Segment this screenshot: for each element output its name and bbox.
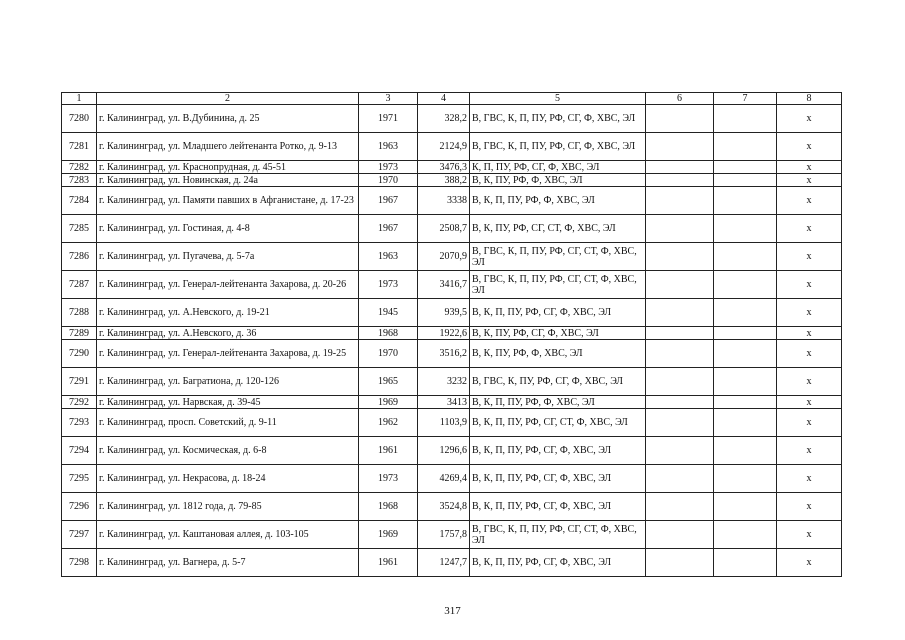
- column-6-cell: [646, 133, 714, 161]
- row-number: 7294: [62, 437, 97, 465]
- area-cell: 3524,8: [418, 493, 470, 521]
- row-number: 7295: [62, 465, 97, 493]
- address-cell: г. Калининград, просп. Советский, д. 9-11: [97, 409, 359, 437]
- utilities-cell: В, ГВС, К, П, ПУ, РФ, СГ, СТ, Ф, ХВС, ЭЛ: [470, 521, 646, 549]
- column-7-cell: [714, 161, 777, 174]
- column-6-cell: [646, 327, 714, 340]
- address-cell: г. Калининград, ул. Каштановая аллея, д. 103-105: [97, 521, 359, 549]
- mark-cell: x: [777, 133, 842, 161]
- row-number: 7288: [62, 299, 97, 327]
- column-7-cell: [714, 299, 777, 327]
- column-header: 8: [777, 93, 842, 105]
- table-row: [62, 243, 842, 271]
- address-cell: г. Калининград, ул. А.Невского, д. 36: [97, 327, 359, 340]
- year-cell: 1968: [359, 327, 418, 340]
- column-6-cell: [646, 174, 714, 187]
- mark-cell: x: [777, 549, 842, 577]
- area-cell: 1757,8: [418, 521, 470, 549]
- row-number: 7283: [62, 174, 97, 187]
- year-cell: 1967: [359, 215, 418, 243]
- area-cell: 1922,6: [418, 327, 470, 340]
- mark-cell: x: [777, 340, 842, 368]
- column-6-cell: [646, 271, 714, 299]
- column-7-cell: [714, 521, 777, 549]
- mark-cell: x: [777, 243, 842, 271]
- row-number: 7280: [62, 105, 97, 133]
- row-number: 7293: [62, 409, 97, 437]
- column-7-cell: [714, 340, 777, 368]
- utilities-cell: В, К, П, ПУ, РФ, СГ, Ф, ХВС, ЭЛ: [470, 493, 646, 521]
- column-6-cell: [646, 409, 714, 437]
- mark-cell: x: [777, 409, 842, 437]
- mark-cell: x: [777, 368, 842, 396]
- address-cell: г. Калининград, ул. 1812 года, д. 79-85: [97, 493, 359, 521]
- table-row: [62, 299, 842, 327]
- column-6-cell: [646, 465, 714, 493]
- table-row: [62, 493, 842, 521]
- column-6-cell: [646, 243, 714, 271]
- area-cell: 2124,9: [418, 133, 470, 161]
- mark-cell: x: [777, 327, 842, 340]
- table-row: [62, 549, 842, 577]
- address-cell: г. Калининград, ул. Краснопрудная, д. 45-51: [97, 161, 359, 174]
- table-row: [62, 521, 842, 549]
- column-6-cell: [646, 299, 714, 327]
- mark-cell: x: [777, 161, 842, 174]
- column-6-cell: [646, 493, 714, 521]
- row-number: 7290: [62, 340, 97, 368]
- area-cell: 1103,9: [418, 409, 470, 437]
- address-cell: г. Калининград, ул. Новинская, д. 24а: [97, 174, 359, 187]
- column-7-cell: [714, 187, 777, 215]
- utilities-cell: В, К, П, ПУ, РФ, Ф, ХВС, ЭЛ: [470, 396, 646, 409]
- year-cell: 1973: [359, 465, 418, 493]
- column-7-cell: [714, 133, 777, 161]
- address-cell: г. Калининград, ул. В.Дубинина, д. 25: [97, 105, 359, 133]
- row-number: 7284: [62, 187, 97, 215]
- row-number: 7285: [62, 215, 97, 243]
- table-row: [62, 327, 842, 340]
- column-7-cell: [714, 493, 777, 521]
- area-cell: 1247,7: [418, 549, 470, 577]
- mark-cell: x: [777, 299, 842, 327]
- column-7-cell: [714, 549, 777, 577]
- table-row: [62, 465, 842, 493]
- table-row: [62, 133, 842, 161]
- year-cell: 1963: [359, 243, 418, 271]
- area-cell: 2070,9: [418, 243, 470, 271]
- column-6-cell: [646, 187, 714, 215]
- year-cell: 1969: [359, 521, 418, 549]
- table-row: [62, 409, 842, 437]
- table-row: [62, 396, 842, 409]
- address-cell: г. Калининград, ул. Багратиона, д. 120-126: [97, 368, 359, 396]
- column-header: 2: [97, 93, 359, 105]
- utilities-cell: В, ГВС, К, П, ПУ, РФ, СГ, Ф, ХВС, ЭЛ: [470, 105, 646, 133]
- page-number: 317: [444, 605, 461, 617]
- area-cell: 3413: [418, 396, 470, 409]
- column-header: 3: [359, 93, 418, 105]
- column-7-cell: [714, 465, 777, 493]
- address-cell: г. Калининград, ул. Генерал-лейтенанта Захарова, д. 19-25: [97, 340, 359, 368]
- area-cell: 3476,3: [418, 161, 470, 174]
- row-number: 7297: [62, 521, 97, 549]
- mark-cell: x: [777, 174, 842, 187]
- column-7-cell: [714, 327, 777, 340]
- year-cell: 1969: [359, 396, 418, 409]
- row-number: 7289: [62, 327, 97, 340]
- utilities-cell: В, К, П, ПУ, РФ, СГ, Ф, ХВС, ЭЛ: [470, 465, 646, 493]
- utilities-cell: В, ГВС, К, П, ПУ, РФ, СГ, СТ, Ф, ХВС, ЭЛ: [470, 271, 646, 299]
- mark-cell: x: [777, 215, 842, 243]
- address-cell: г. Калининград, ул. Нарвская, д. 39-45: [97, 396, 359, 409]
- mark-cell: x: [777, 493, 842, 521]
- column-7-cell: [714, 437, 777, 465]
- row-number: 7282: [62, 161, 97, 174]
- utilities-cell: В, К, ПУ, РФ, СГ, Ф, ХВС, ЭЛ: [470, 327, 646, 340]
- area-cell: 939,5: [418, 299, 470, 327]
- column-6-cell: [646, 368, 714, 396]
- column-7-cell: [714, 271, 777, 299]
- table-row: [62, 271, 842, 299]
- year-cell: 1961: [359, 549, 418, 577]
- utilities-cell: В, К, П, ПУ, РФ, СГ, Ф, ХВС, ЭЛ: [470, 437, 646, 465]
- area-cell: 388,2: [418, 174, 470, 187]
- mark-cell: x: [777, 271, 842, 299]
- area-cell: 328,2: [418, 105, 470, 133]
- utilities-cell: В, ГВС, К, П, ПУ, РФ, СГ, СТ, Ф, ХВС, ЭЛ: [470, 243, 646, 271]
- mark-cell: x: [777, 465, 842, 493]
- column-7-cell: [714, 396, 777, 409]
- table-row: [62, 187, 842, 215]
- table-row: [62, 340, 842, 368]
- address-cell: г. Калининград, ул. А.Невского, д. 19-21: [97, 299, 359, 327]
- utilities-cell: В, К, П, ПУ, РФ, СГ, Ф, ХВС, ЭЛ: [470, 549, 646, 577]
- address-cell: г. Калининград, ул. Вагнера, д. 5-7: [97, 549, 359, 577]
- utilities-cell: В, ГВС, К, ПУ, РФ, СГ, Ф, ХВС, ЭЛ: [470, 368, 646, 396]
- utilities-cell: В, К, П, ПУ, РФ, СГ, Ф, ХВС, ЭЛ: [470, 299, 646, 327]
- address-cell: г. Калининград, ул. Памяти павших в Афганистане, д. 17-23: [97, 187, 359, 215]
- year-cell: 1970: [359, 174, 418, 187]
- area-cell: 3338: [418, 187, 470, 215]
- utilities-cell: В, К, П, ПУ, РФ, Ф, ХВС, ЭЛ: [470, 187, 646, 215]
- address-cell: г. Калининград, ул. Космическая, д. 6-8: [97, 437, 359, 465]
- column-6-cell: [646, 340, 714, 368]
- address-cell: г. Калининград, ул. Младшего лейтенанта Ротко, д. 9-13: [97, 133, 359, 161]
- table-row: [62, 368, 842, 396]
- mark-cell: x: [777, 105, 842, 133]
- year-cell: 1973: [359, 161, 418, 174]
- column-header: 6: [646, 93, 714, 105]
- year-cell: 1961: [359, 437, 418, 465]
- year-cell: 1968: [359, 493, 418, 521]
- column-6-cell: [646, 396, 714, 409]
- mark-cell: x: [777, 396, 842, 409]
- year-cell: 1970: [359, 340, 418, 368]
- column-7-cell: [714, 174, 777, 187]
- utilities-cell: К, П, ПУ, РФ, СГ, Ф, ХВС, ЭЛ: [470, 161, 646, 174]
- utilities-cell: В, К, ПУ, РФ, Ф, ХВС, ЭЛ: [470, 174, 646, 187]
- utilities-cell: В, К, П, ПУ, РФ, СГ, СТ, Ф, ХВС, ЭЛ: [470, 409, 646, 437]
- table-row: [62, 174, 842, 187]
- area-cell: 3516,2: [418, 340, 470, 368]
- column-7-cell: [714, 105, 777, 133]
- column-6-cell: [646, 521, 714, 549]
- area-cell: 3416,7: [418, 271, 470, 299]
- column-7-cell: [714, 215, 777, 243]
- row-number: 7286: [62, 243, 97, 271]
- row-number: 7281: [62, 133, 97, 161]
- column-7-cell: [714, 409, 777, 437]
- row-number: 7298: [62, 549, 97, 577]
- year-cell: 1945: [359, 299, 418, 327]
- table-row: [62, 105, 842, 133]
- area-cell: 4269,4: [418, 465, 470, 493]
- year-cell: 1967: [359, 187, 418, 215]
- column-header: 1: [62, 93, 97, 105]
- row-number: 7296: [62, 493, 97, 521]
- column-7-cell: [714, 243, 777, 271]
- column-6-cell: [646, 437, 714, 465]
- utilities-cell: В, ГВС, К, П, ПУ, РФ, СГ, Ф, ХВС, ЭЛ: [470, 133, 646, 161]
- utilities-cell: В, К, ПУ, РФ, Ф, ХВС, ЭЛ: [470, 340, 646, 368]
- table-row: [62, 161, 842, 174]
- utilities-cell: В, К, ПУ, РФ, СГ, СТ, Ф, ХВС, ЭЛ: [470, 215, 646, 243]
- year-cell: 1962: [359, 409, 418, 437]
- column-6-cell: [646, 215, 714, 243]
- column-6-cell: [646, 549, 714, 577]
- table-row: [62, 215, 842, 243]
- column-7-cell: [714, 368, 777, 396]
- table-row: [62, 437, 842, 465]
- year-cell: 1965: [359, 368, 418, 396]
- year-cell: 1973: [359, 271, 418, 299]
- row-number: 7291: [62, 368, 97, 396]
- area-cell: 1296,6: [418, 437, 470, 465]
- column-header: 4: [418, 93, 470, 105]
- row-number: 7287: [62, 271, 97, 299]
- mark-cell: x: [777, 437, 842, 465]
- area-cell: 2508,7: [418, 215, 470, 243]
- row-number: 7292: [62, 396, 97, 409]
- mark-cell: x: [777, 521, 842, 549]
- address-cell: г. Калининград, ул. Некрасова, д. 18-24: [97, 465, 359, 493]
- mark-cell: x: [777, 187, 842, 215]
- column-number-header-row: [62, 93, 842, 105]
- column-6-cell: [646, 105, 714, 133]
- area-cell: 3232: [418, 368, 470, 396]
- address-cell: г. Калининград, ул. Гостиная, д. 4-8: [97, 215, 359, 243]
- column-header: 5: [470, 93, 646, 105]
- address-cell: г. Калининград, ул. Генерал-лейтенанта Захарова, д. 20-26: [97, 271, 359, 299]
- year-cell: 1971: [359, 105, 418, 133]
- year-cell: 1963: [359, 133, 418, 161]
- address-cell: г. Калининград, ул. Пугачева, д. 5-7а: [97, 243, 359, 271]
- housing-registry-table: [61, 92, 842, 577]
- column-header: 7: [714, 93, 777, 105]
- column-6-cell: [646, 161, 714, 174]
